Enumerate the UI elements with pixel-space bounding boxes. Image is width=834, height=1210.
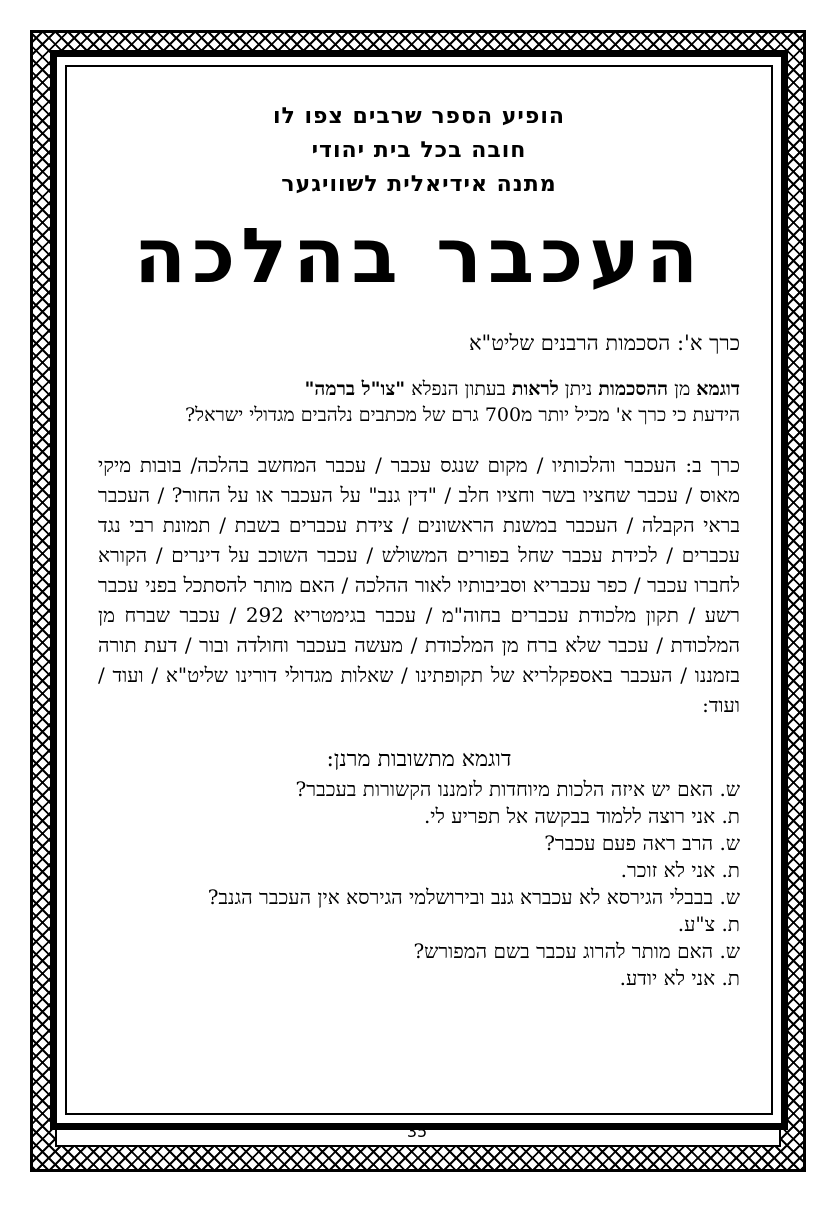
qa-line: ש. האם יש איזה הלכות מיוחדות לזמננו הקשורות בעכבר? xyxy=(295,777,740,801)
qa-heading: דוגמא מתשובות מרנן: xyxy=(326,747,512,772)
sample-text-3: בעתון הנפלא xyxy=(405,378,512,400)
sample-line xyxy=(98,376,740,402)
qa-line: ש. האם מותר להרוג עכבר בשם המפורש? xyxy=(413,939,740,963)
sample-bold-4: "צו"ל ברמה" xyxy=(304,378,406,400)
sample-bold-1: דוגמא xyxy=(696,378,740,400)
header-line-1: הופיע הספר שרבים צפו לו xyxy=(272,104,566,129)
header-line-2: חובה בכל בית יהודי xyxy=(311,138,527,163)
page-number: 35 xyxy=(406,1122,428,1141)
book-title: העכבר בהלכה xyxy=(133,211,705,300)
ad-content xyxy=(98,100,740,992)
sample-bold-3: לראות xyxy=(511,378,559,400)
volume-b-paragraph: כרך ב: העכבר והלכותיו / מקום שנגס עכבר / עכבר המחשב בהלכה/ בובות מיקי מאוס / עכבר שחציו בשר וחציו חלב / "דין גנב" על העכבר או על החור? / העכבר בראי הקבלה / העכבר במשנת הראשונים / צידת עכברים בשבת / תמונת רבי נגד עכברים / לכידת עכבר שחל בפורים המשולש / עכבר השוכב על דינרים / הקורא לחברו עכבר / כפר עכבריא וסביבותיו לאור ההלכה / האם מותר להסתכל בפני עכבר רשע / תקון מלכודת עכברים בחוה"מ / עכבר בגימטריא 292 / עכבר שברח מן המלכודת / עכבר שלא ברח מן המלכודת / מעשה בעכבר וחולדה ובור / דעת תורה בזמננו / העכבר באספקלריא של תקופתינו / שאלות מגדולי דורינו שליט"א / ועוד / ועוד: xyxy=(98,453,741,717)
qa-line: ש. בבבלי הגירסא לא עכברא גנב ובירושלמי הגירסא אין העכבר הגנב? xyxy=(207,885,740,909)
volume-a-line: כרך א': הסכמות הרבנים שליט"א xyxy=(468,331,740,355)
qa-line: ת. אני לא זוכר. xyxy=(620,858,740,882)
fact-line: הידעת כי כרך א' מכיל יותר מ700 גרם של מכתבים נלהבים מגדולי ישראל? xyxy=(185,404,740,426)
sample-bold-2: ההסכמות xyxy=(598,378,669,400)
qa-line: ת. אני רוצה ללמוד בבקשה אל תפריע לי. xyxy=(423,804,740,828)
sample-text-2: ניתן xyxy=(558,378,599,400)
qa-line: ש. הרב ראה פעם עכבר? xyxy=(544,831,740,855)
qa-line: ת. צ"ע. xyxy=(677,912,740,936)
header-line-3: מתנה אידיאלית לשוויגער xyxy=(281,172,557,197)
sample-text-1: מן xyxy=(668,378,697,400)
qa-line: ת. אני לא יודע. xyxy=(619,966,740,990)
